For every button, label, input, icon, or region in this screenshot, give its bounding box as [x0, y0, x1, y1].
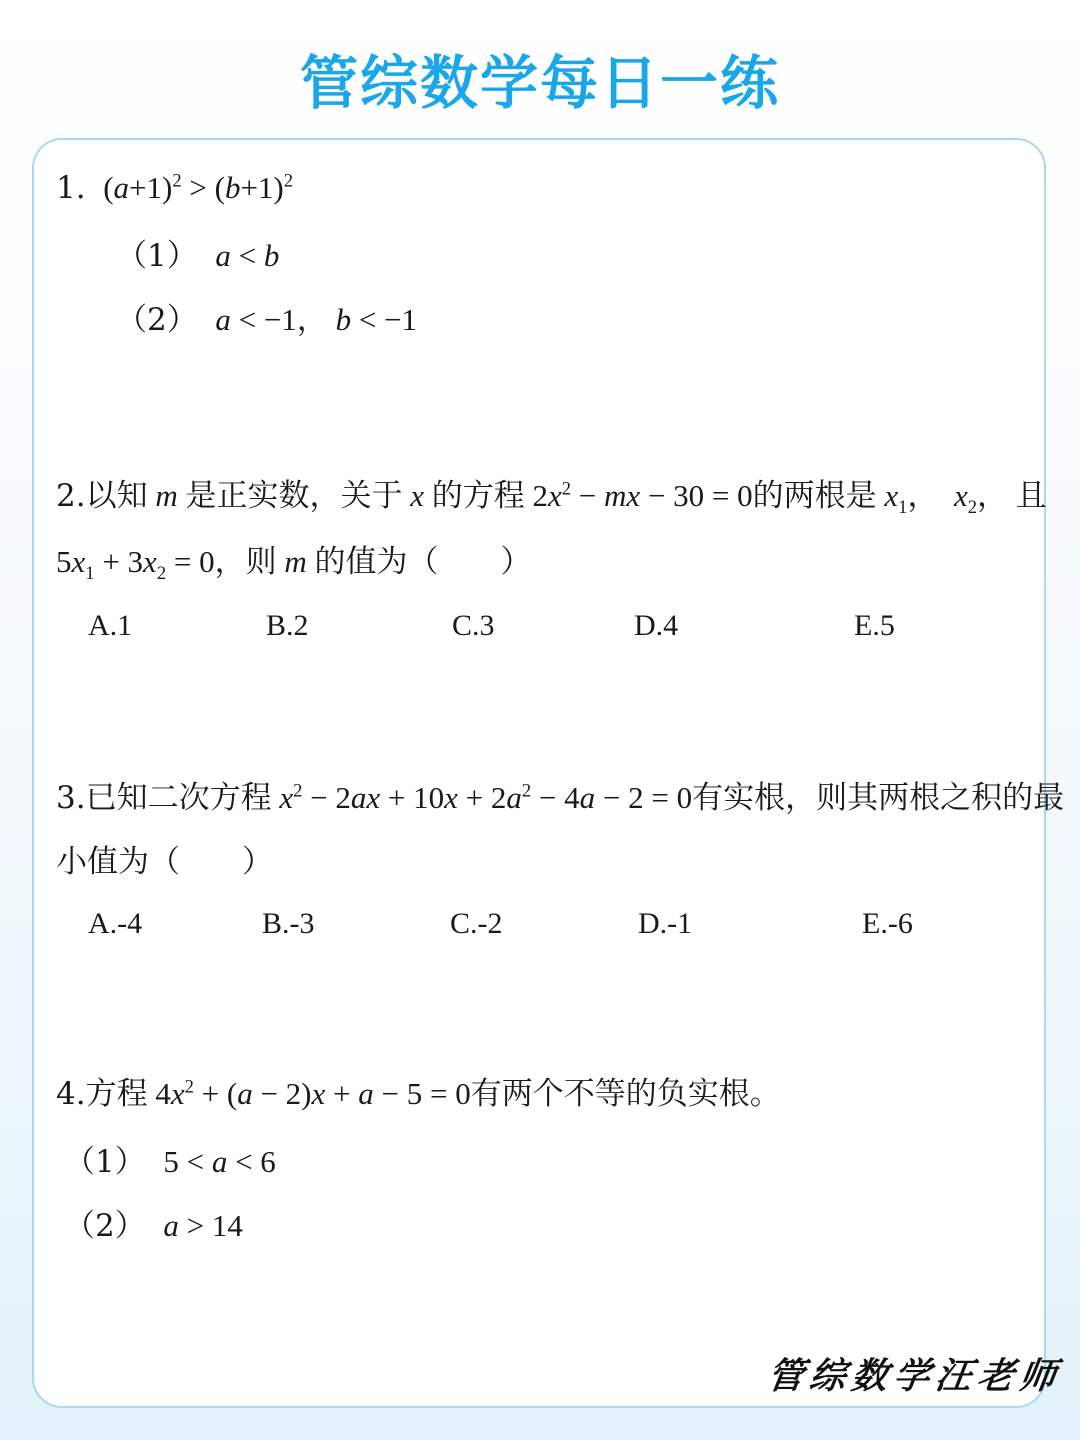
- problem-2-option-c[interactable]: C.3: [452, 609, 495, 642]
- problem-4-text: 4.方程: [56, 1076, 148, 1112]
- problem-2-text: 的两根是: [752, 478, 877, 514]
- condition-label: （2）: [64, 1208, 146, 1244]
- problem-3-statement-line-2: [56, 842, 273, 882]
- condition-formula: 5 < a < 6: [155, 1144, 276, 1179]
- condition-label: （1）: [64, 1144, 146, 1180]
- problem-3-statement-line-1: 3.已知二次方程 $x^2 - 2ax + 10x + 2a^2 - 4a - 2 = 0$有实根，则其两根之积的最: [56, 780, 1065, 816]
- problem-4-condition-1: [64, 1142, 276, 1182]
- problem-2-text: 的方程: [431, 478, 525, 514]
- problem-1-number: 1.: [56, 170, 86, 206]
- problem-2-statement-line-2: $5x_1 + 3x_2 = 0$，则 m 的值为（ ）: [56, 544, 532, 585]
- condition-formula: a < −1， b < −1: [215, 302, 418, 337]
- problem-1-formula: $(a+1)^2 > (b+1)^2$: [95, 170, 294, 205]
- problem-3-option-e[interactable]: E.-6: [862, 907, 913, 940]
- problem-4-condition-2: [64, 1206, 243, 1246]
- problem-3-option-c[interactable]: C.-2: [450, 907, 503, 940]
- problem-3-text: 小值为（ ）: [56, 844, 273, 880]
- problem-1-statement: [56, 168, 293, 208]
- condition-formula: a > 14: [163, 1208, 243, 1243]
- problem-4-statement: 4.方程 $4x^2 + (a - 2)x + a - 5 = 0$有两个不等的负实根。: [56, 1076, 781, 1112]
- condition-label: （1）: [116, 238, 198, 274]
- condition-label: （2）: [116, 302, 198, 338]
- problem-2-text: 的值为（ ）: [314, 544, 532, 580]
- problem-1-condition-2: [116, 300, 417, 340]
- problem-2-option-d[interactable]: D.4: [634, 609, 679, 642]
- problem-2-text: 且: [1015, 478, 1047, 514]
- author-signature: 管综数学汪老师: [764, 1356, 1065, 1397]
- problem-3-text: 有实根，则其两根之积的最: [692, 780, 1065, 816]
- problem-3-text: 3.已知二次方程: [56, 780, 272, 816]
- problem-1-condition-1: [116, 236, 279, 276]
- problem-2-option-e[interactable]: E.5: [854, 609, 895, 642]
- problem-2-statement-line-1: 2.以知 m 是正实数，关于 x 的方程 $2x^2$ − mx − 30 = 0的两根是 $x_1$， $x_2$， 且: [56, 478, 1047, 519]
- problem-4-text: 有两个不等的负实根。: [470, 1076, 781, 1112]
- problem-2-option-b[interactable]: B.2: [266, 609, 309, 642]
- problem-3-option-d[interactable]: D.-1: [638, 907, 693, 940]
- problem-3-option-b[interactable]: B.-3: [262, 907, 315, 940]
- condition-formula: a < b: [215, 238, 280, 273]
- page-title: 管综数学每日一练: [299, 49, 780, 117]
- problem-2-text: 是正实数，关于: [185, 478, 403, 514]
- problem-3-option-a[interactable]: A.-4: [88, 907, 143, 940]
- problem-2-option-a[interactable]: A.1: [88, 609, 133, 642]
- problem-2-text: 2.以知: [56, 478, 148, 514]
- problem-2-text: ，则: [214, 544, 277, 580]
